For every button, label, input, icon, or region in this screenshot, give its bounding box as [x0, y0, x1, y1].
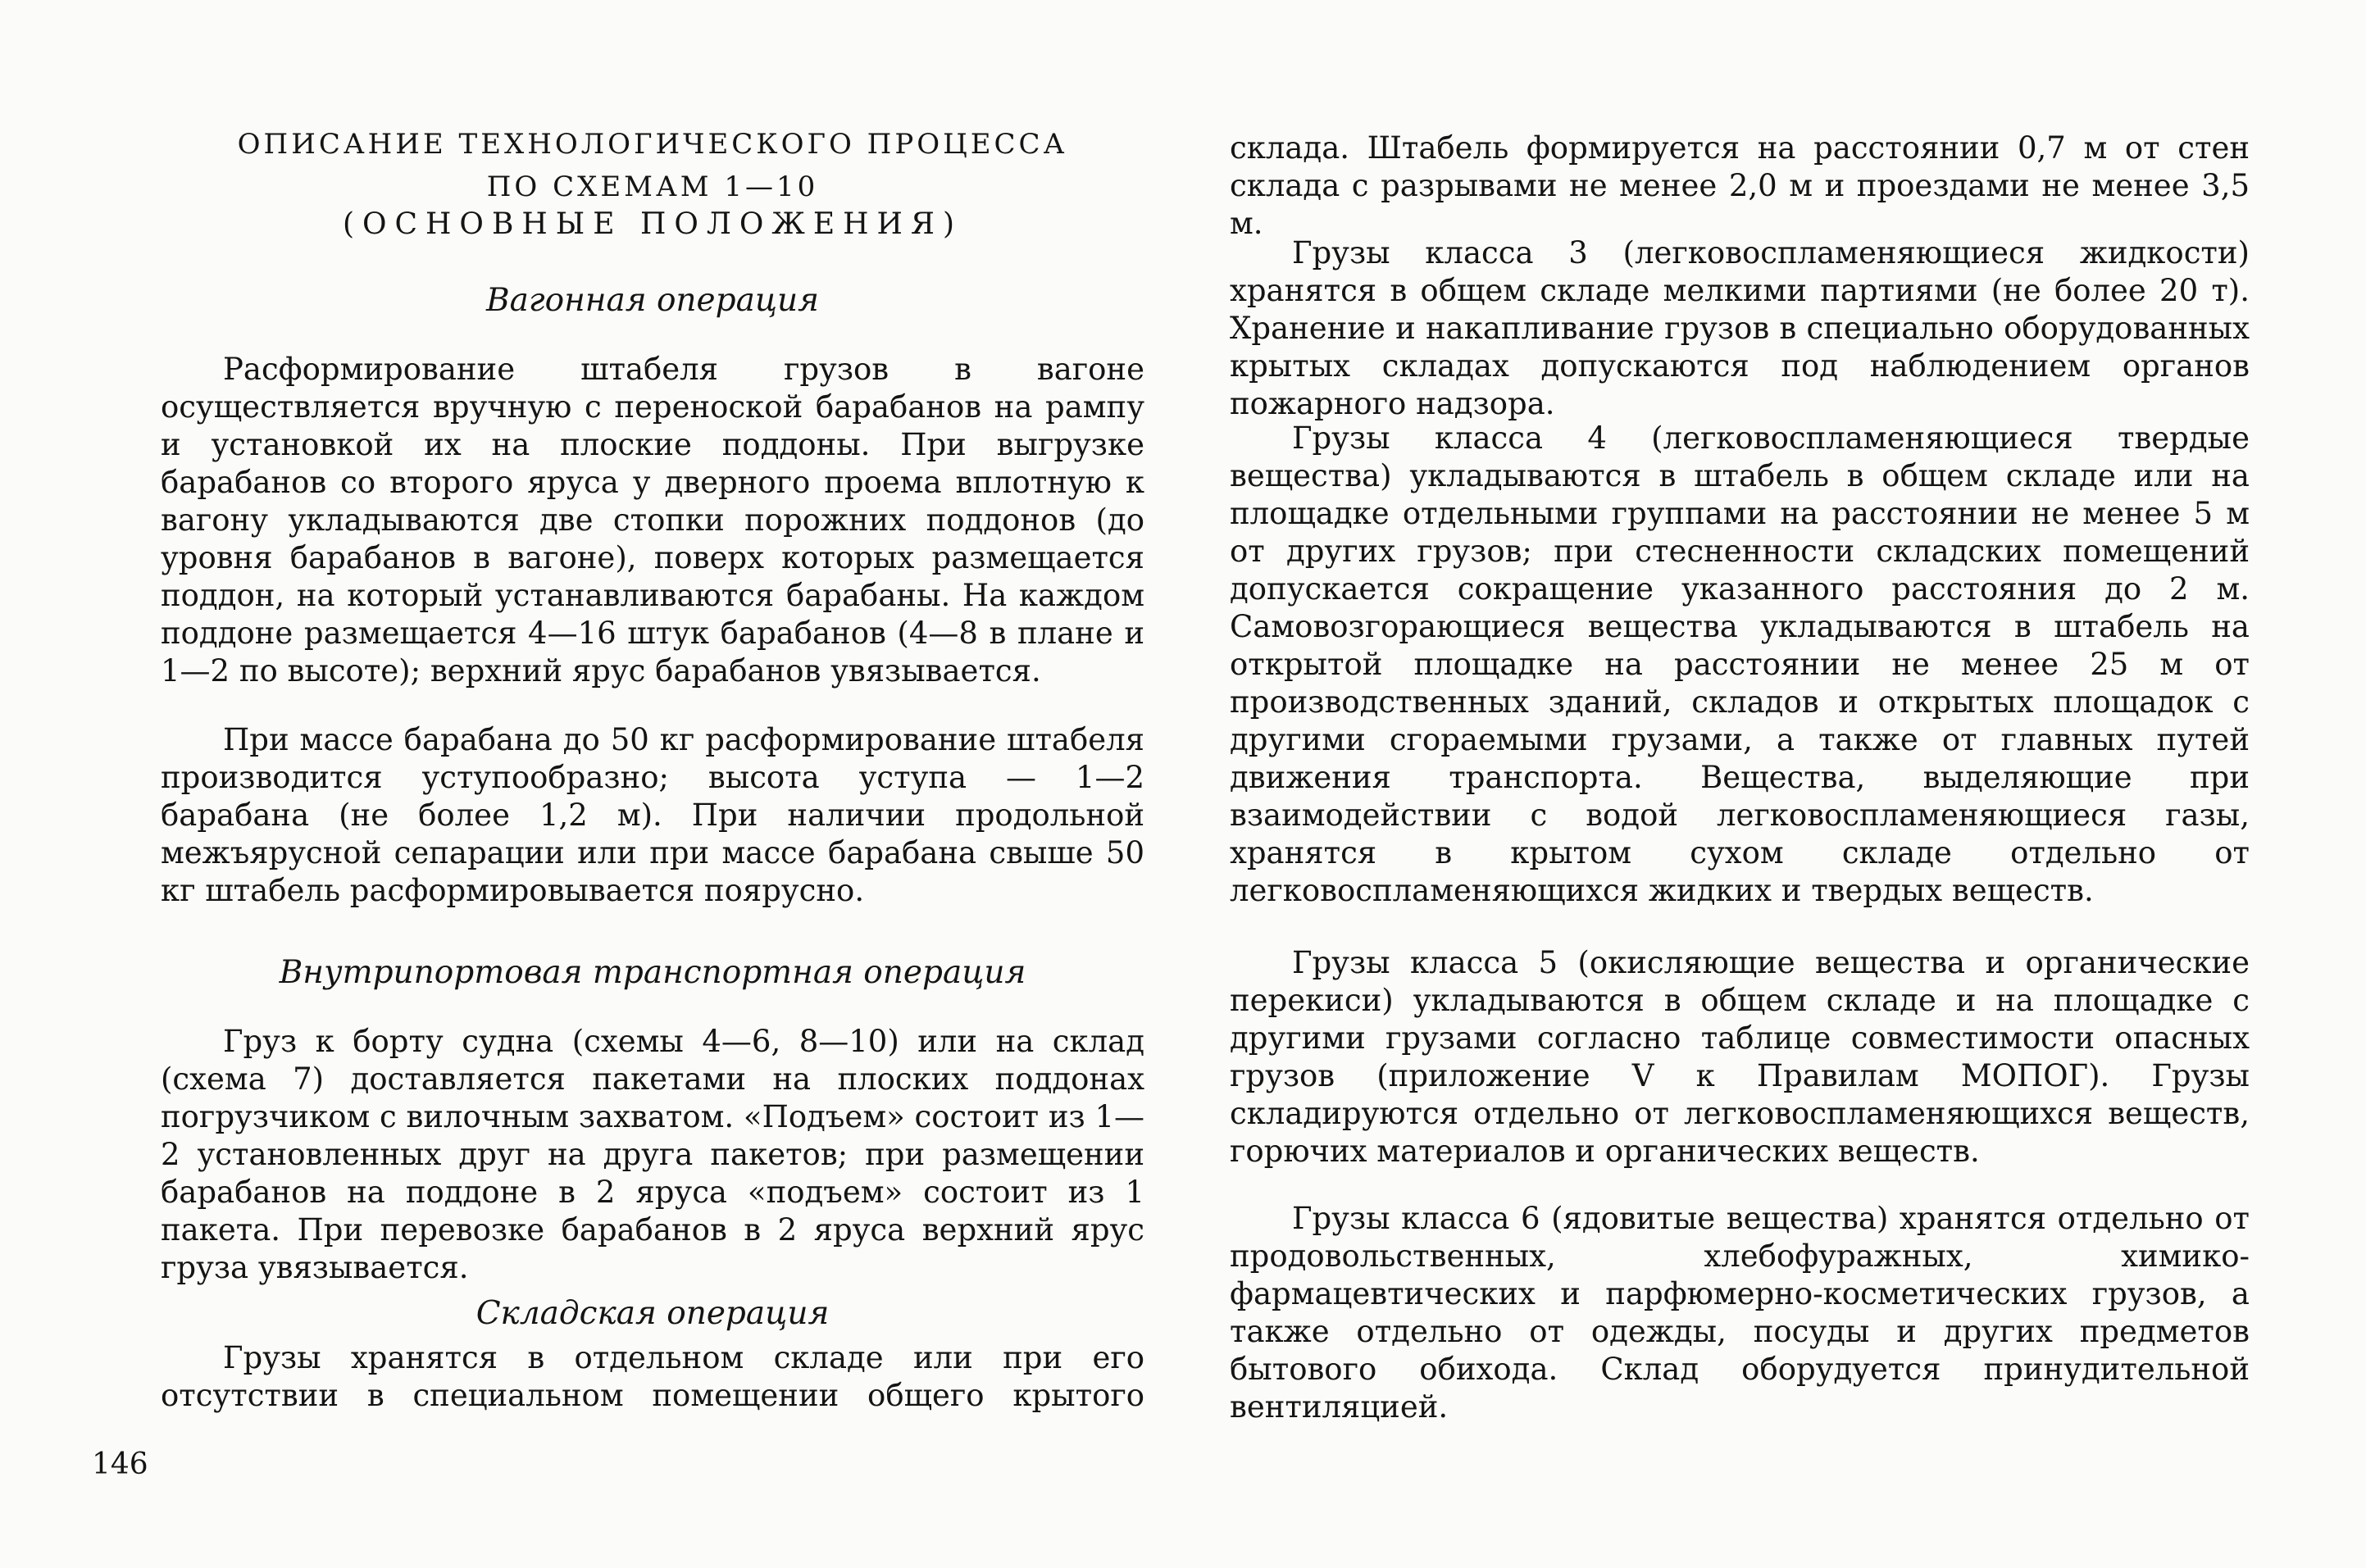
section-title-warehouse: Складская операция: [475, 1295, 830, 1332]
heading-line-2: ПО СХЕМАМ 1—10: [486, 170, 819, 203]
section-title-wagon: Вагонная операция: [486, 282, 819, 319]
paragraph-class-4: Грузы класса 4 (легковоспламеняющиеся твердые вещества) укладываются в штабель в общем складе или на площадке отдельными группами на расстоянии не менее 5 м от других грузов; при стесненности складских помещений допускается сокращение указанного расстояния до 2 м. Самовозгорающиеся вещества укладываются в штабель на открытой площадке на расстоянии не менее 25 м от производственных зданий, складов и открытых площадок с другими сгораемыми грузами, а также от главных путей движения транспорта. Вещества, выделяющие при взаимодействии с водой легковоспламеняющиеся газы, хранятся в крытом сухом складе отдельно от легковоспламеняющихся жидких и твердых веществ.: [1230, 420, 2250, 908]
section-title-intraport: Внутрипортовая транспортная операция: [279, 954, 1026, 991]
heading-line-1: ОПИСАНИЕ ТЕХНОЛОГИЧЕСКОГО ПРОЦЕССА: [237, 128, 1068, 161]
heading-line-3: (ОСНОВНЫЕ ПОЛОЖЕНИЯ): [342, 207, 963, 241]
paragraph-class-6: Грузы класса 6 (ядовитые вещества) хранятся отдельно от продовольственных, хлебофуражных, химико-фармацевтических и парфюмерно-косметических грузов, а также отдельно от одежды, посуды и других предметов бытового обихода. Склад оборудуется принудительной вентиляцией.: [1230, 1201, 2250, 1425]
paragraph-class-5: Грузы класса 5 (окисляющие вещества и органические перекиси) укладываются в общем складе и на площадке с другими грузами согласно таблице совместимости опасных грузов (приложение V к Правилам МОПОГ). Грузы складируются отдельно от легковоспламеняющихся веществ, горючих материалов и органических веществ.: [1230, 945, 2250, 1169]
paragraph-warehouse-continued: склада. Штабель формируется на расстоянии 0,7 м от стен склада с разрывами не менее 2,0 м и проездами не менее 3,5 м.: [1230, 130, 2250, 241]
paragraph-intraport: Груз к борту судна (схемы 4—6, 8—10) или на склад (схема 7) доставляется пакетами на плоских поддонах погрузчиком с вилочным захватом. «Подъем» состоит из 1—2 установленных друг на друга пакетов; при размещении барабанов на поддоне в 2 яруса «подъем» состоит из 1 пакета. При перевозке барабанов в 2 яруса верхний ярус груза увязывается.: [161, 1024, 1145, 1285]
paragraph-wagon-1: Расформирование штабеля грузов в вагоне осуществляется вручную с переноской барабанов на рампу и установкой их на плоские поддоны. При выгрузке барабанов со второго яруса у дверного проема вплотную к вагону укладываются две стопки порожних поддонов (до уровня барабанов в вагоне), поверх которых размещается поддон, на который устанавливаются барабаны. На каждом поддоне размещается 4—16 штук барабанов (4—8 в плане и 1—2 по высоте); верхний ярус барабанов увязывается.: [161, 352, 1144, 689]
paragraph-class-3: Грузы класса 3 (легковоспламеняющиеся жидкости) хранятся в общем складе мелкими партиями (не более 20 т). Хранение и накапливание грузов в специально оборудованных крытых складах допускаются под наблюдением органов пожарного надзора.: [1230, 235, 2250, 421]
paragraph-wagon-2: При массе барабана до 50 кг расформирование штабеля производится уступообразно; высота уступа — 1—2 барабана (не более 1,2 м). При наличии продольной межъярусной сепарации или при массе барабана свыше 50 кг штабель расформировывается поярусно.: [161, 722, 1144, 908]
paragraph-warehouse-start: Грузы хранятся в отдельном складе или при его отсутствии в специальном помещении общего крытого: [161, 1340, 1144, 1413]
page-number: 146: [92, 1448, 148, 1481]
